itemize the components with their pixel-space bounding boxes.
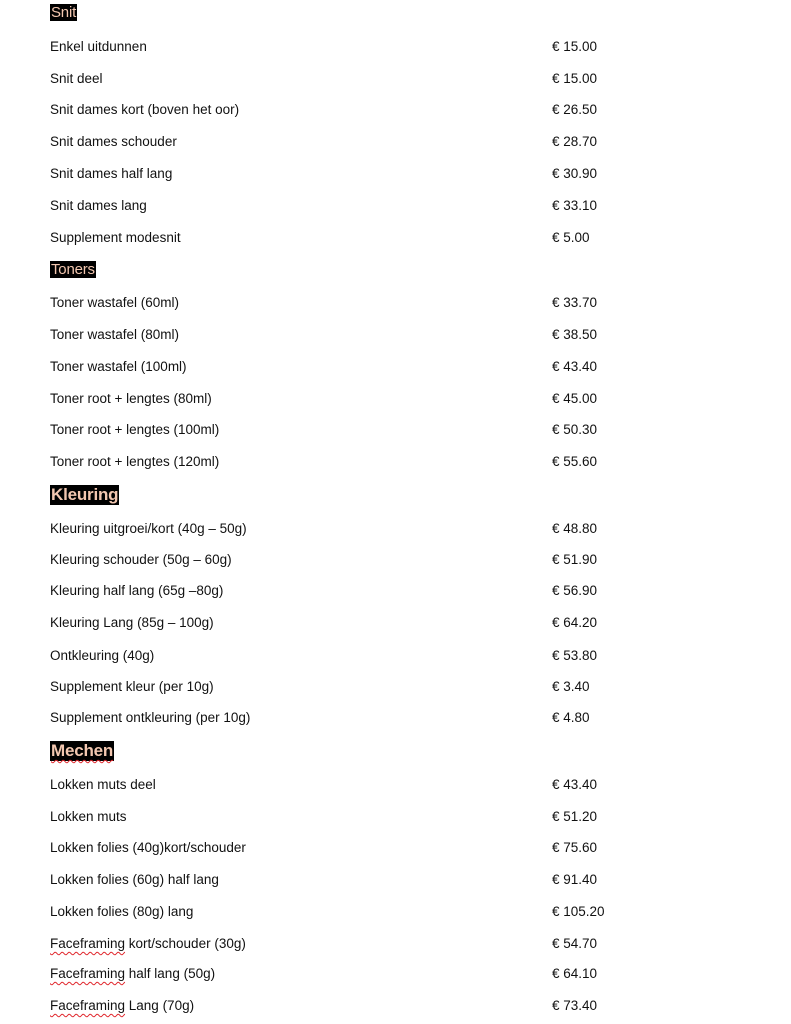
item-price: € 43.40 (552, 777, 598, 792)
item-price: € 91.40 (552, 872, 598, 887)
item-label: Supplement kleur (per 10g) (50, 679, 214, 694)
price-row (50, 389, 650, 409)
item-price: € 105.20 (552, 904, 605, 919)
item-label: Supplement modesnit (50, 230, 181, 245)
item-label: Toner root + lengtes (120ml) (50, 454, 220, 469)
item-label: Kleuring half lang (65g –80g) (50, 583, 224, 598)
section-heading-mechen: Mechen (51, 741, 114, 760)
item-label: Snit dames half lang (50, 166, 173, 181)
item-price: € 75.60 (552, 840, 598, 855)
spellcheck-word: Faceframing (50, 936, 126, 951)
item-label (50, 934, 246, 954)
price-row (50, 934, 650, 954)
item-label: Snit dames schouder (50, 134, 177, 149)
price-row (50, 357, 650, 377)
item-label: Ontkleuring (40g) (50, 648, 155, 663)
item-label: Toner wastafel (100ml) (50, 359, 187, 374)
price-row (50, 325, 650, 345)
item-price: € 55.60 (552, 454, 598, 469)
spellcheck-word: Faceframing (50, 966, 126, 981)
item-label: Toner root + lengtes (100ml) (50, 422, 220, 437)
item-price: € 50.30 (552, 422, 598, 437)
item-price: € 5.00 (552, 230, 590, 245)
item-label (50, 964, 215, 984)
item-price: € 51.20 (552, 809, 598, 824)
item-label (50, 996, 194, 1016)
price-row (50, 420, 650, 440)
price-row (50, 807, 650, 827)
item-price: € 33.70 (552, 295, 598, 310)
item-price: € 26.50 (552, 102, 598, 117)
item-price: € 73.40 (552, 998, 598, 1013)
spellcheck-word: Faceframing (50, 998, 126, 1013)
item-label: Kleuring Lang (85g – 100g) (50, 615, 214, 630)
price-row (50, 870, 650, 890)
item-label: Toner wastafel (80ml) (50, 327, 180, 342)
item-price: € 15.00 (552, 39, 598, 54)
price-row (50, 775, 650, 795)
item-price: € 4.80 (552, 710, 590, 725)
item-label: Enkel uitdunnen (50, 39, 147, 54)
item-label-rest: Lang (70g) (125, 998, 195, 1013)
price-row (50, 228, 650, 248)
item-price: € 64.20 (552, 615, 598, 630)
item-label: Supplement ontkleuring (per 10g) (50, 710, 251, 725)
price-row (50, 550, 650, 570)
price-row (50, 838, 650, 858)
price-row (50, 37, 650, 57)
item-price: € 45.00 (552, 391, 598, 406)
item-price: € 48.80 (552, 521, 598, 536)
price-row (50, 293, 650, 313)
item-label: Snit dames lang (50, 198, 147, 213)
item-label: Lokken folies (80g) lang (50, 904, 194, 919)
price-row (50, 132, 650, 152)
section-heading-toners: Toners (51, 261, 95, 278)
item-price: € 53.80 (552, 648, 598, 663)
item-price: € 33.10 (552, 198, 598, 213)
price-row (50, 613, 650, 633)
section-heading-kleuring: Kleuring (51, 485, 119, 504)
price-row (50, 196, 650, 216)
item-label: Lokken folies (40g)kort/schouder (50, 840, 246, 855)
item-price: € 64.10 (552, 966, 598, 981)
item-price: € 15.00 (552, 71, 598, 86)
item-price: € 38.50 (552, 327, 598, 342)
item-label-rest: kort/schouder (30g) (125, 936, 246, 951)
price-row (50, 996, 650, 1016)
item-label: Toner root + lengtes (80ml) (50, 391, 212, 406)
price-row (50, 964, 650, 984)
price-row (50, 452, 650, 472)
item-label: Lokken muts deel (50, 777, 156, 792)
price-row (50, 902, 650, 922)
price-row (50, 164, 650, 184)
item-label: Kleuring uitgroei/kort (40g – 50g) (50, 521, 247, 536)
item-label: Snit dames kort (boven het oor) (50, 102, 240, 117)
item-label: Kleuring schouder (50g – 60g) (50, 552, 232, 567)
item-label: Lokken muts (50, 809, 127, 824)
item-label: Snit deel (50, 71, 103, 86)
item-price: € 54.70 (552, 936, 598, 951)
section-heading-snit: Snit (51, 4, 77, 21)
price-row (50, 646, 650, 666)
item-price: € 43.40 (552, 359, 598, 374)
item-label: Lokken folies (60g) half lang (50, 872, 219, 887)
item-price: € 30.90 (552, 166, 598, 181)
price-row (50, 519, 650, 539)
price-row (50, 100, 650, 120)
item-price: € 28.70 (552, 134, 598, 149)
price-row (50, 677, 650, 697)
item-label: Toner wastafel (60ml) (50, 295, 180, 310)
price-row (50, 69, 650, 89)
item-price: € 3.40 (552, 679, 590, 694)
item-price: € 51.90 (552, 552, 598, 567)
price-row (50, 581, 650, 601)
item-label-rest: half lang (50g) (125, 966, 216, 981)
price-row (50, 708, 650, 728)
item-price: € 56.90 (552, 583, 598, 598)
